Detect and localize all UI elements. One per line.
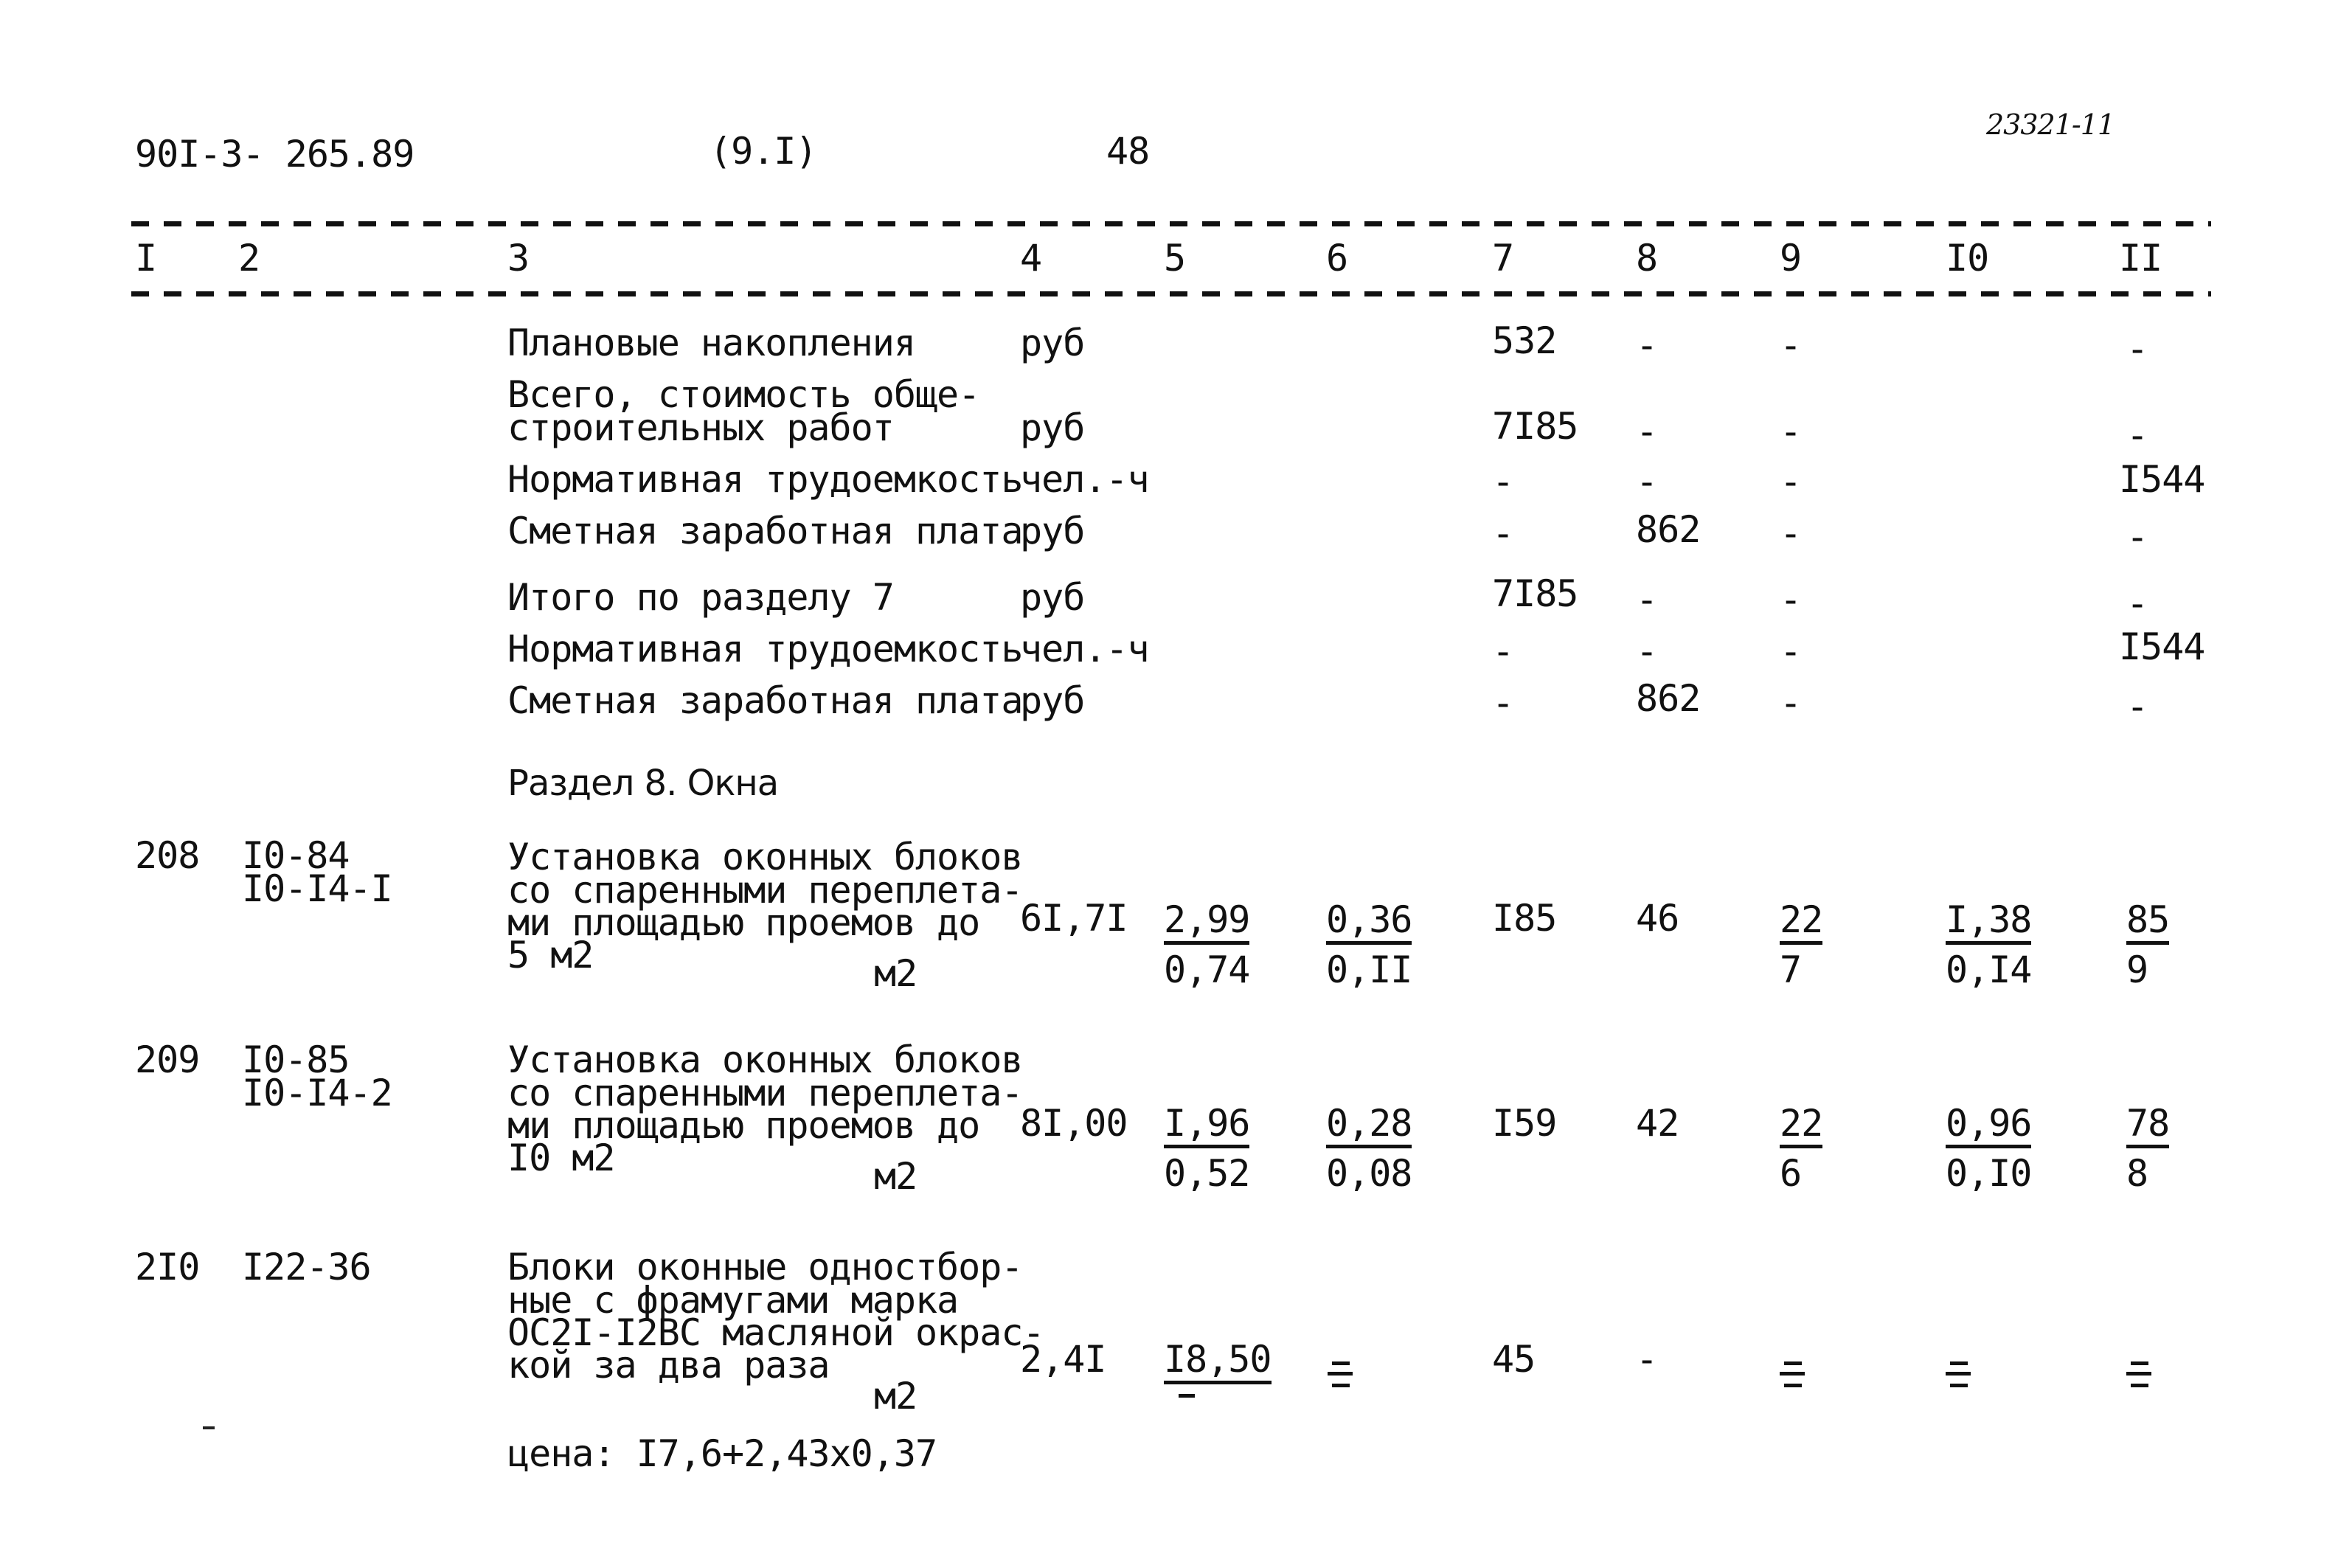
- cell-col9-dash-over-dash: [1780, 1356, 1805, 1388]
- handwritten-number: 23321-11: [1986, 108, 2115, 141]
- row-unit: руб: [1020, 576, 1085, 619]
- cell-col9: -: [1780, 410, 1802, 453]
- item-unit: м2: [874, 952, 917, 995]
- cell-col9: -: [1780, 681, 1802, 724]
- fraction-numerator: 0,36: [1326, 901, 1412, 945]
- item-description: со спаренными переплета-: [507, 869, 1023, 912]
- cell-col10-dash-over-dash: [1946, 1356, 1971, 1388]
- cell-col11: -: [2126, 582, 2148, 625]
- fraction-numerator: 22: [1780, 1105, 1822, 1148]
- fraction-denominator: 0,74: [1164, 948, 1250, 991]
- cell-col11: I544: [2119, 458, 2205, 501]
- cell-col7: -: [1492, 512, 1514, 555]
- fraction-denominator: 0,08: [1326, 1152, 1412, 1195]
- column-header-8: 8: [1636, 237, 1658, 280]
- fraction-numerator: I8,50: [1164, 1341, 1272, 1384]
- column-header-11: II: [2119, 237, 2162, 280]
- fraction-numerator: 78: [2126, 1105, 2169, 1148]
- item-description: ные с фрамугами марка: [507, 1279, 959, 1322]
- row-label: Сметная заработная плата: [507, 510, 1023, 552]
- page-number: 48: [1106, 130, 1150, 173]
- row-label: Итого по разделу 7: [507, 576, 894, 619]
- cell-col7: 7I85: [1492, 572, 1578, 615]
- column-header-5: 5: [1164, 237, 1186, 280]
- quantity: 6I,7I: [1020, 897, 1128, 940]
- doc-code: 90I-3- 265.89: [135, 133, 414, 176]
- cell-col9: -: [1780, 630, 1802, 673]
- item-description: ми площадью проемов до: [507, 901, 980, 944]
- quantity: 2,4I: [1020, 1338, 1106, 1381]
- row-label-cont: строительных работ: [507, 406, 894, 449]
- fraction-denominator: 8: [2126, 1152, 2148, 1195]
- cell-col8: 46: [1636, 897, 1679, 940]
- item-description: со спаренными переплета-: [507, 1072, 1023, 1114]
- cell-col8: -: [1636, 630, 1658, 673]
- fraction-numerator: 0,28: [1326, 1105, 1412, 1148]
- cell-col6-dash-over-dash: [1328, 1356, 1353, 1388]
- norm-code: I22-36: [242, 1246, 371, 1288]
- fraction-denominator: 0,I4: [1946, 948, 2032, 991]
- price-note: цена: I7,6+2,43x0,37: [507, 1432, 937, 1475]
- item-number: 2I0: [135, 1246, 200, 1288]
- fraction-denominator: 0,II: [1326, 948, 1412, 991]
- cell-col8: 42: [1636, 1102, 1679, 1145]
- section-title: Раздел 8. Окна: [507, 763, 779, 804]
- item-description: Установка оконных блоков: [507, 1038, 1023, 1081]
- cell-col11: -: [2126, 414, 2148, 457]
- cell-col8: -: [1636, 460, 1658, 503]
- row-label: Нормативная трудоемкость: [507, 628, 1023, 670]
- column-header-9: 9: [1780, 237, 1802, 280]
- header-rule-bottom: [131, 291, 2211, 296]
- column-header-7: 7: [1492, 237, 1514, 280]
- row-unit: чел.-ч: [1020, 458, 1149, 501]
- row-unit: руб: [1020, 322, 1085, 364]
- row-label: Нормативная трудоемкость: [507, 458, 1023, 501]
- column-header-3: 3: [507, 237, 530, 280]
- norm-code-2: I0-I4-2: [242, 1072, 392, 1114]
- header-rule-top: [131, 221, 2211, 226]
- cell-col11: -: [2126, 685, 2148, 728]
- fraction-numerator: 0,96: [1946, 1105, 2031, 1148]
- stray-mark: [203, 1426, 215, 1429]
- row-unit: чел.-ч: [1020, 628, 1149, 670]
- column-header-2: 2: [238, 237, 260, 280]
- item-description: ОС2I-I2ВС масляной окрас-: [507, 1311, 1044, 1354]
- cell-col7: 7I85: [1492, 405, 1578, 448]
- cell-col7: -: [1492, 630, 1514, 673]
- cell-col11-dash-over-dash: [2126, 1356, 2151, 1388]
- cell-col11: -: [2126, 327, 2148, 370]
- item-description: кой за два раза: [507, 1344, 830, 1387]
- cell-col9: -: [1780, 578, 1802, 621]
- column-header-4: 4: [1020, 237, 1042, 280]
- fraction-denominator: 6: [1780, 1152, 1802, 1195]
- cell-col11: I544: [2119, 625, 2205, 668]
- cell-col8: 862: [1636, 508, 1701, 551]
- quantity: 8I,00: [1020, 1102, 1128, 1145]
- fraction-denominator: 7: [1780, 948, 1802, 991]
- cell-col8: -: [1636, 1338, 1658, 1381]
- fraction-denominator: 0,52: [1164, 1152, 1250, 1195]
- cell-col7: 45: [1492, 1338, 1536, 1381]
- column-header-6: 6: [1326, 237, 1348, 280]
- fraction-numerator: 85: [2126, 901, 2169, 945]
- fraction-numerator: I,96: [1164, 1105, 1249, 1148]
- norm-code: I0-85: [242, 1038, 350, 1081]
- fraction-numerator: I,38: [1946, 901, 2031, 945]
- cell-col8: -: [1636, 410, 1658, 453]
- section-number: (9.I): [710, 130, 817, 173]
- item-unit: м2: [874, 1155, 917, 1198]
- row-unit: руб: [1020, 679, 1085, 722]
- cell-col9: -: [1780, 512, 1802, 555]
- row-unit: руб: [1020, 406, 1085, 449]
- item-description: I0 м2: [507, 1137, 615, 1179]
- fraction-denominator: 9: [2126, 948, 2148, 991]
- norm-code: I0-84: [242, 834, 350, 877]
- column-header-10: I0: [1946, 237, 1989, 280]
- cell-col7: I59: [1492, 1102, 1557, 1145]
- fraction-numerator: 22: [1780, 901, 1822, 945]
- cell-col9: -: [1780, 324, 1802, 367]
- row-label: Плановые накопления: [507, 322, 915, 364]
- fraction-denominator-dash: [1179, 1394, 1195, 1398]
- norm-code-2: I0-I4-I: [242, 867, 392, 910]
- fraction-numerator: 2,99: [1164, 901, 1249, 945]
- row-label: Всего, стоимость обще-: [507, 373, 980, 416]
- item-description: ми площадью проемов до: [507, 1104, 980, 1147]
- fraction-denominator: 0,I0: [1946, 1152, 2032, 1195]
- row-label: Сметная заработная плата: [507, 679, 1023, 722]
- item-description: 5 м2: [507, 934, 594, 976]
- cell-col8: -: [1636, 324, 1658, 367]
- cell-col7: -: [1492, 681, 1514, 724]
- cell-col11: -: [2126, 516, 2148, 558]
- cell-col7: I85: [1492, 897, 1557, 940]
- cell-col7: 532: [1492, 319, 1557, 362]
- item-description: Блоки оконные одностбор-: [507, 1246, 1023, 1288]
- item-number: 208: [135, 834, 200, 877]
- cell-col9: -: [1780, 460, 1802, 503]
- item-unit: м2: [874, 1375, 917, 1418]
- row-unit: руб: [1020, 510, 1085, 552]
- cell-col8: -: [1636, 578, 1658, 621]
- item-number: 209: [135, 1038, 200, 1081]
- cell-col7: -: [1492, 460, 1514, 503]
- cell-col8: 862: [1636, 677, 1701, 720]
- item-description: Установка оконных блоков: [507, 836, 1023, 878]
- column-header-1: I: [135, 237, 157, 280]
